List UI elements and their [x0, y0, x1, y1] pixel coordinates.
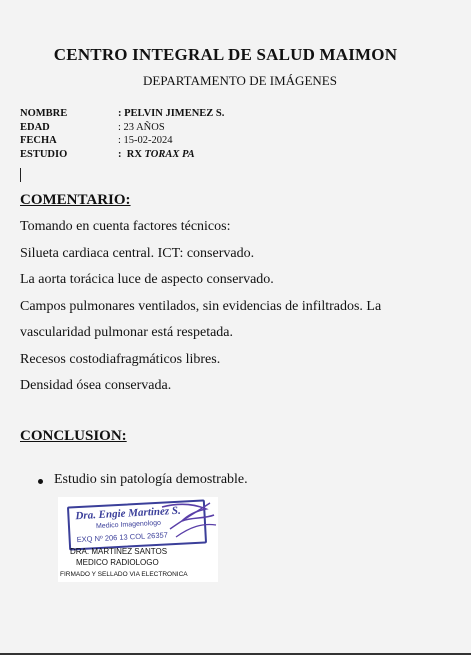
conclusion-item: Estudio sin patología demostrable. — [36, 472, 248, 488]
comment-body — [20, 214, 440, 400]
stamp-name: Dra. Engie Martinez S. — [75, 504, 182, 523]
doctor-name: DRA. MARTINEZ SANTOS — [70, 547, 168, 556]
study-value — [118, 148, 195, 162]
date-label: FECHA — [20, 135, 57, 146]
age-value: : 23 AÑOS — [118, 121, 165, 133]
patient-info — [20, 107, 224, 161]
report-date-row — [20, 134, 224, 148]
signature-block — [58, 497, 218, 582]
name-label: NOMBRE — [20, 108, 68, 119]
comment-heading: COMENTARIO: — [20, 192, 131, 208]
handwritten-signature — [118, 497, 218, 547]
comment-line: La aorta torácica luce de aspecto conservado. — [20, 272, 274, 287]
patient-name-row — [20, 107, 224, 121]
report-title: CENTRO INTEGRAL DE SALUD MAIMON — [53, 45, 398, 64]
comment-line: Tomando en cuenta factores técnicos: — [20, 219, 231, 234]
department-name: DEPARTAMENTO DE IMÁGENES — [143, 73, 337, 88]
doctor-role: MEDICO RADIOLOGO — [76, 558, 159, 567]
study-label: ESTUDIO — [20, 148, 68, 160]
study-row — [20, 148, 224, 162]
conclusion-list — [36, 472, 248, 488]
study-name: TORAX PA — [144, 148, 195, 160]
age-label: EDAD — [20, 121, 50, 133]
comment-line: Recesos costodiafragmáticos libres. — [20, 351, 221, 367]
study-prefix: : RX — [118, 148, 145, 160]
name-value: : PELVIN JIMENEZ S. — [118, 108, 225, 119]
patient-age-row — [20, 121, 224, 135]
stamp-registry: EXQ Nº 206 13 COL 26357 — [76, 530, 169, 545]
comment-line: Campos pulmonares ventilados, sin evidencias de infiltrados. La vascularidad pulmonar está respetada. — [20, 298, 382, 340]
stamp-role: Medico Imagenologo — [95, 519, 162, 531]
text-cursor — [20, 168, 21, 182]
date-value: : 15-02-2024 — [118, 135, 173, 146]
conclusion-heading: CONCLUSION: — [20, 428, 127, 444]
electronic-signature-note: FIRMADO Y SELLADO VIA ELECTRONICA — [60, 571, 188, 578]
comment-line: Densidad ósea conservada. — [20, 378, 172, 393]
comment-line: Silueta cardiaca central. ICT: conservado. — [20, 245, 255, 261]
